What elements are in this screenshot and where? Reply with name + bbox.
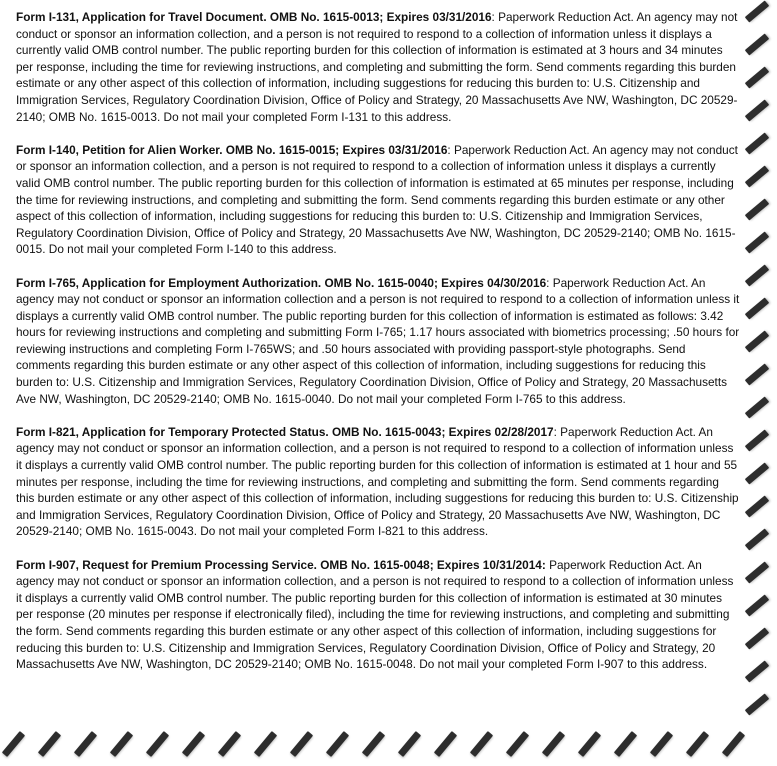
- torn-edge-mark: [38, 731, 61, 757]
- torn-edge-mark: [578, 731, 601, 757]
- torn-edge-mark: [745, 660, 769, 682]
- paragraph-heading: Form I-131, Application for Travel Document. OMB No. 1615-0013; Expires 03/31/2016: [16, 10, 492, 24]
- paragraph-heading: Form I-765, Application for Employment Authorization. OMB No. 1615-0040; Expires 04/30/2016: [16, 275, 547, 290]
- torn-edge-mark: [722, 731, 745, 757]
- torn-edge-mark: [2, 731, 25, 757]
- torn-edge-mark: [542, 731, 565, 757]
- torn-edge-mark: [506, 731, 529, 757]
- torn-edge-mark: [745, 627, 769, 649]
- torn-edge-mark: [398, 731, 421, 757]
- torn-edge-mark: [254, 731, 277, 757]
- paragraph-i821: [16, 424, 740, 540]
- torn-edge-mark: [110, 731, 133, 757]
- paragraph-heading: Form I-907, Request for Premium Processing Service. OMB No. 1615-0048; Expires 10/31/2014:: [16, 557, 546, 572]
- torn-edge-mark: [745, 297, 769, 319]
- paragraph-i140: [16, 142, 740, 258]
- torn-edge-mark: [745, 264, 769, 286]
- torn-edge-mark: [745, 561, 769, 583]
- paragraph-body: : Paperwork Reduction Act. An agency may not conduct or sponsor an information collection, and a person is not required to respond to a collection of information unless it displays a currently valid OMB control number. The public reporting burden for this collection of information is estimated at 1 hour and 55 minutes per response, including the time for reviewing instructions, and completing and submitting the form. Send comments regarding this burden estimate or any other aspect of this collection of information, including suggestions for reducing this burden to: U.S. Citizenship and Immigration Services, Regulatory Coordination Division, Office of Policy and Strategy, 20 Massachusetts Ave NW, Washington, DC 20529-2140; OMB No. 1615-0043. Do not mail your completed Form I-821 to this address.: [16, 424, 739, 539]
- paragraph-body: : Paperwork Reduction Act. An agency may not conduct or sponsor an information collection, and a person is not required to respond to a collection of information unless it displays a currently valid OMB control number. The public reporting burden for this collection of information is estimated at 65 minutes per response, including the time for reviewing instructions, and completing and submitting the form. Send comments regarding this burden estimate or any other aspect of this collection of information, including suggestions for reducing this burden to: U.S. Citizenship and Immigration Services, Regulatory Coordination Division, Office of Policy and Strategy, 20 Massachusetts Ave NW, Washington, DC 20529-2140; OMB No. 1615-0015. Do not mail your completed Form I-140 to this address.: [16, 142, 738, 257]
- torn-edge-mark: [745, 198, 769, 220]
- torn-edge-mark: [745, 330, 769, 352]
- torn-edge-mark: [290, 731, 313, 757]
- torn-edge-mark: [745, 66, 769, 88]
- paragraph-i765: [16, 275, 740, 408]
- paragraph-body: Paperwork Reduction Act. An agency may not conduct or sponsor an information collection, and a person is not required to respond to a collection of information unless it displays a currently valid OMB control number. The public reporting burden for this collection of information is estimated at 30 minutes per response (20 minutes per response if electronically filed), including the time for reviewing instructions, and completing and submitting the form. Send comments regarding this burden estimate or any other aspect of this collection of information, including suggestions for reducing this burden to: U.S. Citizenship and Immigration Services, Regulatory Coordination Division, Office of Policy and Strategy, 20 Massachusetts Ave NW, Washington, DC 20529-2140; OMB No. 1615-0048. Do not mail your completed Form I-907 to this address.: [16, 557, 734, 672]
- torn-edge-mark: [326, 731, 349, 757]
- torn-edge-mark: [362, 731, 385, 757]
- torn-edge-mark: [146, 731, 169, 757]
- torn-edge-mark: [74, 731, 97, 757]
- paragraph-body: : Paperwork Reduction Act. An agency may not conduct or sponsor an information collection, and a person is not required to respond to a collection of information unless it displays a currently valid OMB control number. The public reporting burden for this collection of information is estimated at 3 hours and 34 minutes per response, including the time for reviewing instructions, and completing and submitting the form. Send comments regarding this burden estimate or any other aspect of this collection of information, including suggestions for reducing this burden to: U.S. Citizenship and Immigration Services, Regulatory Coordination Division, Office of Policy and Strategy, 20 Massachusetts Ave NW, Washington, DC 20529-2140; OMB No. 1615-0013. Do not mail your completed Form I-131 to this address.: [16, 10, 738, 124]
- torn-edge-mark: [745, 693, 769, 715]
- torn-edge-mark: [745, 528, 769, 550]
- torn-edge-right: [736, 0, 777, 766]
- torn-edge-mark: [745, 462, 769, 484]
- paragraph-body: : Paperwork Reduction Act. An agency may not conduct or sponsor an information collection and a person is not required to respond to a collection of information unless it displays a currently valid OMB control number. The public reporting burden for this collection of information is estimated as follows: 3.42 hours for reviewing instructions and completing and submitting Form I-765; 1.17 hours associated with biometrics processing; .50 hours for reviewing instructions and completing Form I-765WS; and .50 hours associated with providing passport-style photographs. Send comments regarding this burden estimate or any other aspect of this collection of information, including suggestions for reducing this burden to: U.S. Citizenship and Immigration Services, Regulatory Coordination Division, Office of Policy and Strategy, 20 Massachusetts Ave NW, Washington, DC 20529-2140; OMB No. 1615-0040. Do not mail your completed Form I-765 to this address.: [16, 275, 740, 406]
- paragraph-i131: [16, 9, 740, 125]
- torn-edge-mark: [182, 731, 205, 757]
- torn-edge-mark: [434, 731, 457, 757]
- paragraph-heading: Form I-140, Petition for Alien Worker. OMB No. 1615-0015; Expires 03/31/2016: [16, 142, 448, 157]
- torn-edge-mark: [686, 731, 709, 757]
- torn-edge-mark: [470, 731, 493, 757]
- torn-edge-mark: [745, 99, 769, 121]
- torn-edge-mark: [650, 731, 673, 757]
- torn-edge-mark: [745, 165, 769, 187]
- torn-edge-mark: [614, 731, 637, 757]
- torn-edge-mark: [745, 231, 769, 253]
- torn-edge-mark: [745, 33, 769, 55]
- torn-edge-mark: [745, 495, 769, 517]
- paragraph-heading: Form I-821, Application for Temporary Protected Status. OMB No. 1615-0043; Expires 02/28/2017: [16, 424, 554, 439]
- torn-edge-mark: [745, 429, 769, 451]
- torn-edge-mark: [745, 396, 769, 418]
- torn-edge-mark: [745, 0, 769, 22]
- torn-edge-mark: [745, 594, 769, 616]
- torn-edge-bottom: [0, 722, 777, 766]
- paragraph-i907: [16, 557, 740, 673]
- torn-edge-mark: [745, 132, 769, 154]
- torn-edge-mark: [218, 731, 241, 757]
- torn-edge-mark: [745, 363, 769, 385]
- document-text: [16, 9, 740, 689]
